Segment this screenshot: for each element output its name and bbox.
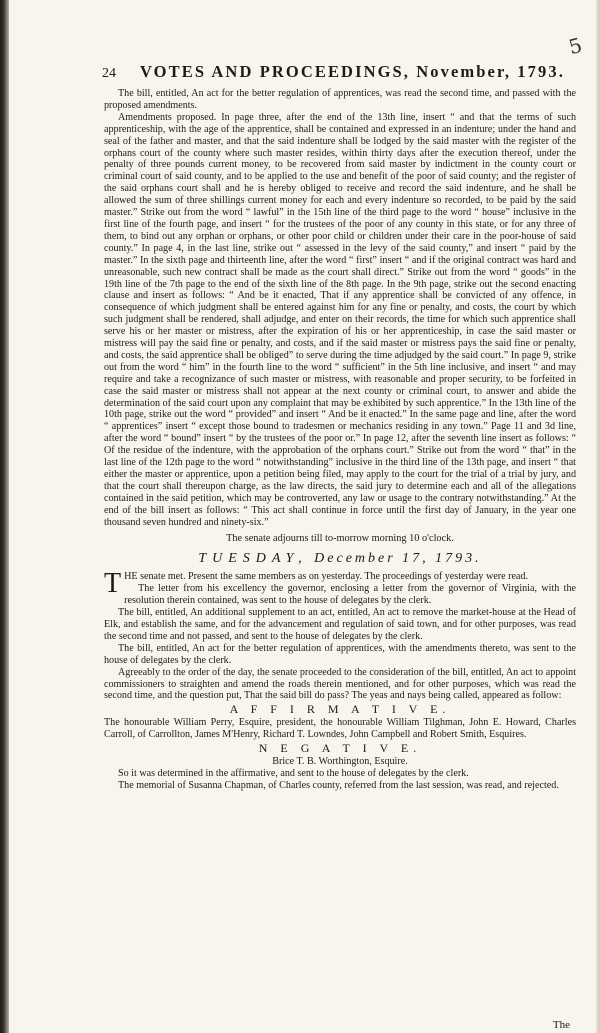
- day-date: December 17, 1793.: [314, 551, 482, 567]
- handwritten-page-mark: 5: [566, 32, 585, 60]
- paragraph: The bill, entitled, An additional supplement to an act, entitled, An act to remove the market-house at the Head of Elk, and establish the same, and for the advancement and regulation of said town, and for other purposes, was read the second time and not passed, and sent to the house of delegates by the clerk.: [104, 607, 576, 642]
- page-edge-right: [596, 0, 600, 1033]
- opening-text: HE senate met. Present the same members as on yesterday. The proceedings of yesterday were read.: [124, 571, 528, 583]
- paragraph: The letter from his excellency the governor, enclosing a letter from the governor of Virginia, with the resolution therein contained, was sent to the house of delegates by the clerk.: [124, 583, 576, 607]
- negative-heading: N E G A T I V E.: [258, 741, 422, 756]
- day-name: TUESDAY,: [198, 551, 308, 567]
- adjournment-line: The senate adjourns till to-morrow morning 10 o'clock.: [226, 532, 454, 544]
- catchword: The: [552, 1019, 570, 1031]
- affirmative-names: The honourable William Perry, Esquire, president, the honourable William Tilghman, John E. Howard, Charles Carroll, of Carrollton, James M'Henry, Richard T. Lowndes, John Campbell and Robert Smith, Esquires.: [104, 717, 576, 741]
- paragraph: The memorial of Susanna Chapman, of Charles county, referred from the last session, was read, and rejected.: [118, 779, 559, 791]
- page-body: [104, 88, 576, 792]
- paragraph: The bill, entitled, An act for the better regulation of apprentices, was read the second time, and passed with the proposed amendments.: [104, 88, 576, 111]
- paragraph: Agreeably to the order of the day, the senate proceeded to the consideration of the bill, entitled, An act to appoint commissioners to straighten and amend the roads therein mentioned, and for other purposes, which was read the second time, and the question put, That the said bill do pass? The yeas and nays being called, appeared as follow:: [104, 666, 576, 702]
- paragraph: The bill, entitled, An act for the better regulation of apprentices, with the amendments thereto, was sent to the house of delegates by the clerk.: [104, 642, 576, 666]
- running-head: VOTES AND PROCEEDINGS, November, 1793.: [140, 62, 565, 81]
- day-heading: [104, 553, 576, 565]
- paragraph: Amendments proposed. In page three, after the end of the 13th line, insert “ and that the terms of such apprenticeship, with the age of the apprentice, shall be contained and expressed in an indenture; under the hand and seal of the father and master, and that the said indenture shall be lodged by the said master with the register of the orphans court of the county where such master resides, within thirty days after the execution thereof, under the penalty of three pounds current money, to be recovered from said master by indictment in the county court or criminal court of said county, and to be applied to the use and benefit of the poor of said county; and the register of the said orphans court shall and he is hereby obliged to receive and record the said indenture, and he shall be allowed the sum of three shillings current money for each and every indenture so recorded, to be paid by the said master.” Strike out from the word “ lawful” in the 15th line of the third page to the word “ house” inclusive in the first line of the fourth page, and insert “ for the trustees of the poor of any county in this state, or for any three of them, to bind out any orphan or orphans, or other poor child or children under their care in the poor-house of said county.” In page 4, in the last line, strike out “ assessed in the levy of the said county,” and insert “ paid by the master.” In the sixth page and thirteenth line, after the word “ first” insert “ and if the original contract was hard and unreasonable, such new contract shall be made as the court shall direct.” Strike out from the word “ goods” in the 19th line of the 7th page to the end of the sixth line of the 8th page. In the 9th page, strike out the second enacting clause and insert as follows: “ And be it enacted, That if any apprentice shall be convicted of any offence, in consequence of which judgment shall be entered against him for any fine or penalty, and costs, the court by which such judgment shall be rendered, shall adjudge, and enter on their records, the time for which such apprentice shall serve his or her master or mistress, after the expiration of his or her apprenticeship, in case the said master or mistress will pay the said fine or penalty, and costs, and if the said master or mistress pays the said fine or penalty, and costs, the said apprentice shall be obliged” to serve during the time adjudged by the said court.” In page 9, strike out from the word “ him” in the fourth line to the word “ sufficient” in the 5th line inclusive, and insert “ and may require and take a recognizance of such master or mistress, with reasonable and proper security, to be forfeited in case the said master or mistress shall not appear at the next county or criminal court, to answer and abide the determination of the said court upon any complaint that may be exhibited by such apprentice.” In the 13th line of the 10th page, strike out the word “ provided” and insert “ And be it enacted.” In the same page and line, after the word “ apprentices” insert “ except those bound to tradesmen or mechanics residing in any town.” Page 11 and 3d line, after the word “ bound” insert “ by the trustees of the poor or.” In page 12, after the seventh line insert as follows: “ Of the residue of the indenture, with the approbation of the orphans court.” Strike out from the word “ that” in the last line of the 12th page to the word “ notwithstanding” inclusive in the third line of the 13th page, and insert “ that either the master or apprentice, upon a petition being filed, may apply to the court for the trial of a trial by jury, and that the court shall thereupon charge, as the law directs, the said jury to determine each and all of the allegations contained in the said petition, which may be controverted, any law or usage to the contrary notwithstanding.” At the end of the bill insert as follows: “ This act shall continue in force until the first day of January, in the year one thousand seven hundred and ninety-six.”: [104, 111, 576, 528]
- page-number: 24: [102, 66, 116, 81]
- drop-cap: T: [104, 568, 122, 600]
- negative-names: Brice T. B. Worthington, Esquire.: [272, 755, 408, 767]
- paragraph: So it was determined in the affirmative, and sent to the house of delegates by the clerk.: [118, 767, 469, 779]
- page-edge-shadow: [0, 0, 9, 1033]
- affirmative-heading: A F F I R M A T I V E.: [229, 702, 451, 717]
